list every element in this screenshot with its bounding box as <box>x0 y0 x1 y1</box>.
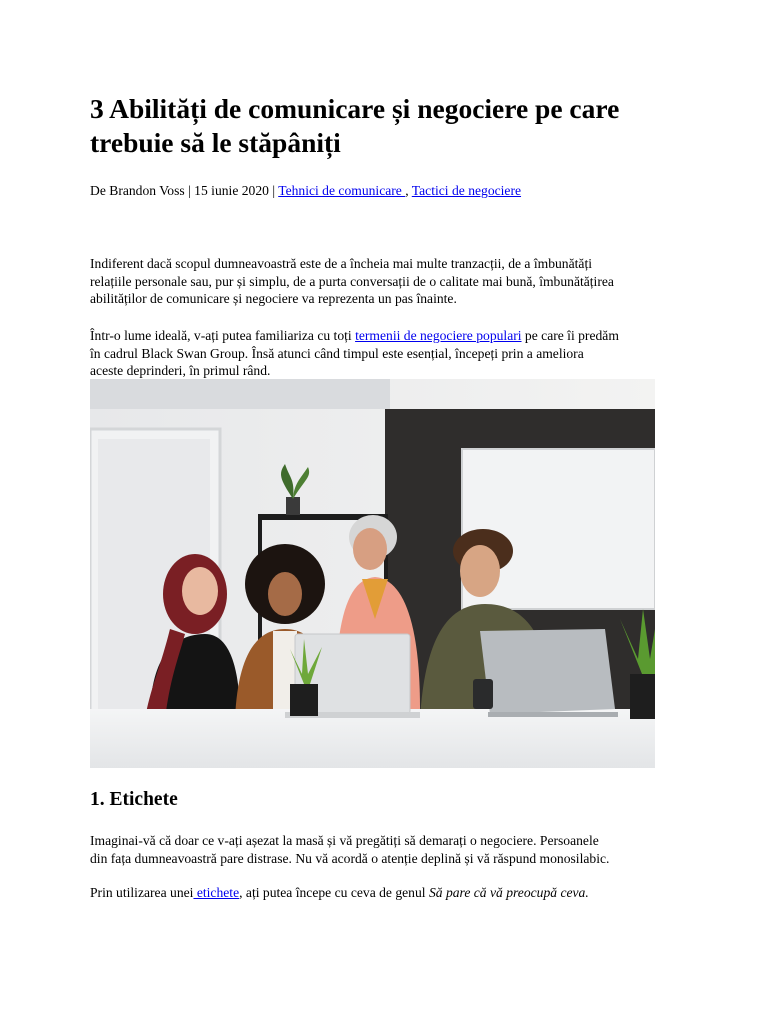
intro-line-2: relațiile personale sau, pur și simplu, de a purta conversații de o calitate mai bună, îmbunătățirea <box>90 273 614 289</box>
section1-p2-line-1 <box>90 884 680 902</box>
para2-text: Într-o lume ideală, v-ați putea familiariza cu toți <box>90 328 356 343</box>
intro-line-1: Indiferent dacă scopul dumneavoastră este de a încheia mai multe tranzacții, de a îmbunătăți <box>90 256 592 271</box>
team-meeting-photo <box>90 379 655 768</box>
para2-line-3: aceste deprinderi, în primul rând. <box>90 363 271 378</box>
article-title: 3 Abilități de comunicare și negociere pe care trebuie să le stăpâniți <box>90 93 620 158</box>
byline <box>90 182 521 200</box>
byline-separator: , <box>405 183 412 198</box>
intro-line-3: abilităților de comunicare și negociere va reprezenta un pas înainte. <box>90 291 457 306</box>
byline-author-date: De Brandon Voss | 15 iunie 2020 | <box>90 183 279 198</box>
section1-p1-line-1: Imaginai-vă că doar ce v-ați așezat la masă și vă pregătiți să demarați o negociere. Persoanele <box>90 833 599 848</box>
section1-paragraph-1 <box>90 832 680 867</box>
section1-p2-text: Prin utilizarea unei <box>90 885 194 900</box>
category-link-communication[interactable]: Tehnici de comunicare <box>278 183 406 198</box>
para2-line-1 <box>90 327 680 345</box>
section1-paragraph-2 <box>90 884 680 902</box>
para2-line-2: în cadrul Black Swan Group. Însă atunci când timpul este esențial, începeți prin a ameliora <box>90 345 584 361</box>
negotiation-terms-link[interactable]: termenii de negociere populari <box>355 328 522 343</box>
etichete-link[interactable]: etichete <box>193 885 240 900</box>
section-heading-etichete: 1. Etichete <box>90 789 178 810</box>
para2-text-after: pe care îi predăm <box>521 328 619 343</box>
team-meeting-illustration <box>90 379 655 768</box>
second-paragraph <box>90 327 680 380</box>
section1-p2-text-after: , ați putea începe cu ceva de genul <box>239 885 429 900</box>
intro-paragraph <box>90 255 680 308</box>
category-link-negotiation[interactable]: Tactici de negociere <box>411 183 522 198</box>
section1-p2-italic: Să pare că vă preocupă ceva. <box>428 885 589 900</box>
section1-p1-line-2: din fața dumneavoastră pare distrase. Nu vă acordă o atenție deplină și vă răspund monosilabic. <box>90 850 610 866</box>
